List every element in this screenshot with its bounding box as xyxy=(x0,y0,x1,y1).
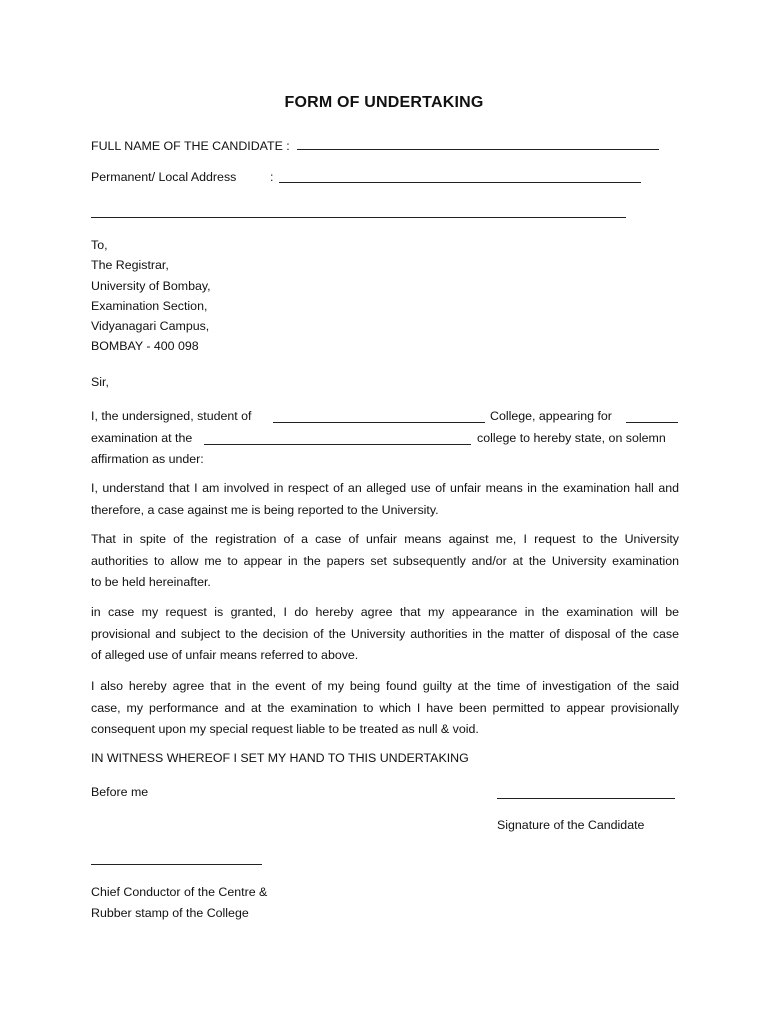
paragraph-agreement xyxy=(91,602,679,667)
full-name-row xyxy=(91,137,659,153)
conductor-line: Rubber stamp of the College xyxy=(91,906,249,920)
paragraph-line: in case my request is granted, I do hereby agree that my appearance in the examination will be xyxy=(91,605,679,619)
addressee-line: University of Bombay, xyxy=(91,278,211,293)
declaration-line-1 xyxy=(91,406,679,428)
paragraph-line: of alleged use of unfair means referred to above. xyxy=(91,648,359,662)
witness-statement: IN WITNESS WHEREOF I SET MY HAND TO THIS UNDERTAKING xyxy=(91,751,469,765)
declaration-line-3: affirmation as under: xyxy=(91,452,204,466)
declaration-text: college to hereby state, on solemn xyxy=(477,430,666,445)
paragraph-declaration xyxy=(91,406,679,471)
address-field-continued[interactable] xyxy=(91,216,626,218)
addressee-line: Vidyanagari Campus, xyxy=(91,319,210,334)
candidate-signature-field[interactable] xyxy=(497,797,675,799)
paragraph-request xyxy=(91,529,679,594)
before-me-label: Before me xyxy=(91,785,149,799)
addressee-to: To, xyxy=(91,238,108,252)
salutation: Sir, xyxy=(91,375,109,389)
address-label: Permanent/ Local Address xyxy=(91,170,237,184)
addressee-line: Examination Section, xyxy=(91,298,208,313)
conductor-signature-field[interactable] xyxy=(91,863,262,865)
paragraph-line: I also hereby agree that in the event of my being found guilty at the time of investigation of the said xyxy=(91,679,679,693)
address-colon: : xyxy=(270,170,274,184)
paragraph-line: That in spite of the registration of a case of unfair means against me, I request to the University xyxy=(91,532,679,546)
exam-name-field[interactable] xyxy=(626,410,678,423)
addressee-block xyxy=(91,235,211,357)
addressee-line: The Registrar, xyxy=(91,258,169,273)
paragraph-line: provisional and subject to the decision of the University authorities in the matter of disposal of the case xyxy=(91,626,679,641)
paragraph-understanding xyxy=(91,478,679,521)
address-field[interactable] xyxy=(279,170,641,183)
conductor-block xyxy=(91,882,267,924)
full-name-label: FULL NAME OF THE CANDIDATE : xyxy=(91,139,290,153)
paragraph-line: I, understand that I am involved in respect of an alleged use of unfair means in the examination hall and xyxy=(91,481,679,495)
address-row xyxy=(91,170,274,184)
declaration-text: I, the undersigned, student of xyxy=(91,409,252,423)
paragraph-line: to be held hereinafter. xyxy=(91,575,211,589)
student-college-field[interactable] xyxy=(273,410,485,423)
conductor-line: Chief Conductor of the Centre & xyxy=(91,885,268,899)
declaration-text: examination at the xyxy=(91,430,193,445)
paragraph-line: authorities to allow me to appear in the papers set subsequently and/or at the University examination xyxy=(91,553,679,568)
addressee-line: BOMBAY - 400 098 xyxy=(91,339,199,354)
full-name-field[interactable] xyxy=(297,137,659,150)
paragraph-consequence xyxy=(91,676,679,741)
exam-college-field[interactable] xyxy=(204,432,471,445)
declaration-text: College, appearing for xyxy=(490,409,612,423)
signature-label: Signature of the Candidate xyxy=(497,818,645,832)
paragraph-line: therefore, a case against me is being reported to the University. xyxy=(91,502,439,517)
declaration-line-2 xyxy=(91,428,679,450)
paragraph-line: consequent upon my special request liable to be treated as null & void. xyxy=(91,722,479,736)
paragraph-line: case, my performance and at the examination to which I have been permitted to appear provisionally xyxy=(91,700,679,715)
form-title: FORM OF UNDERTAKING xyxy=(284,94,484,111)
